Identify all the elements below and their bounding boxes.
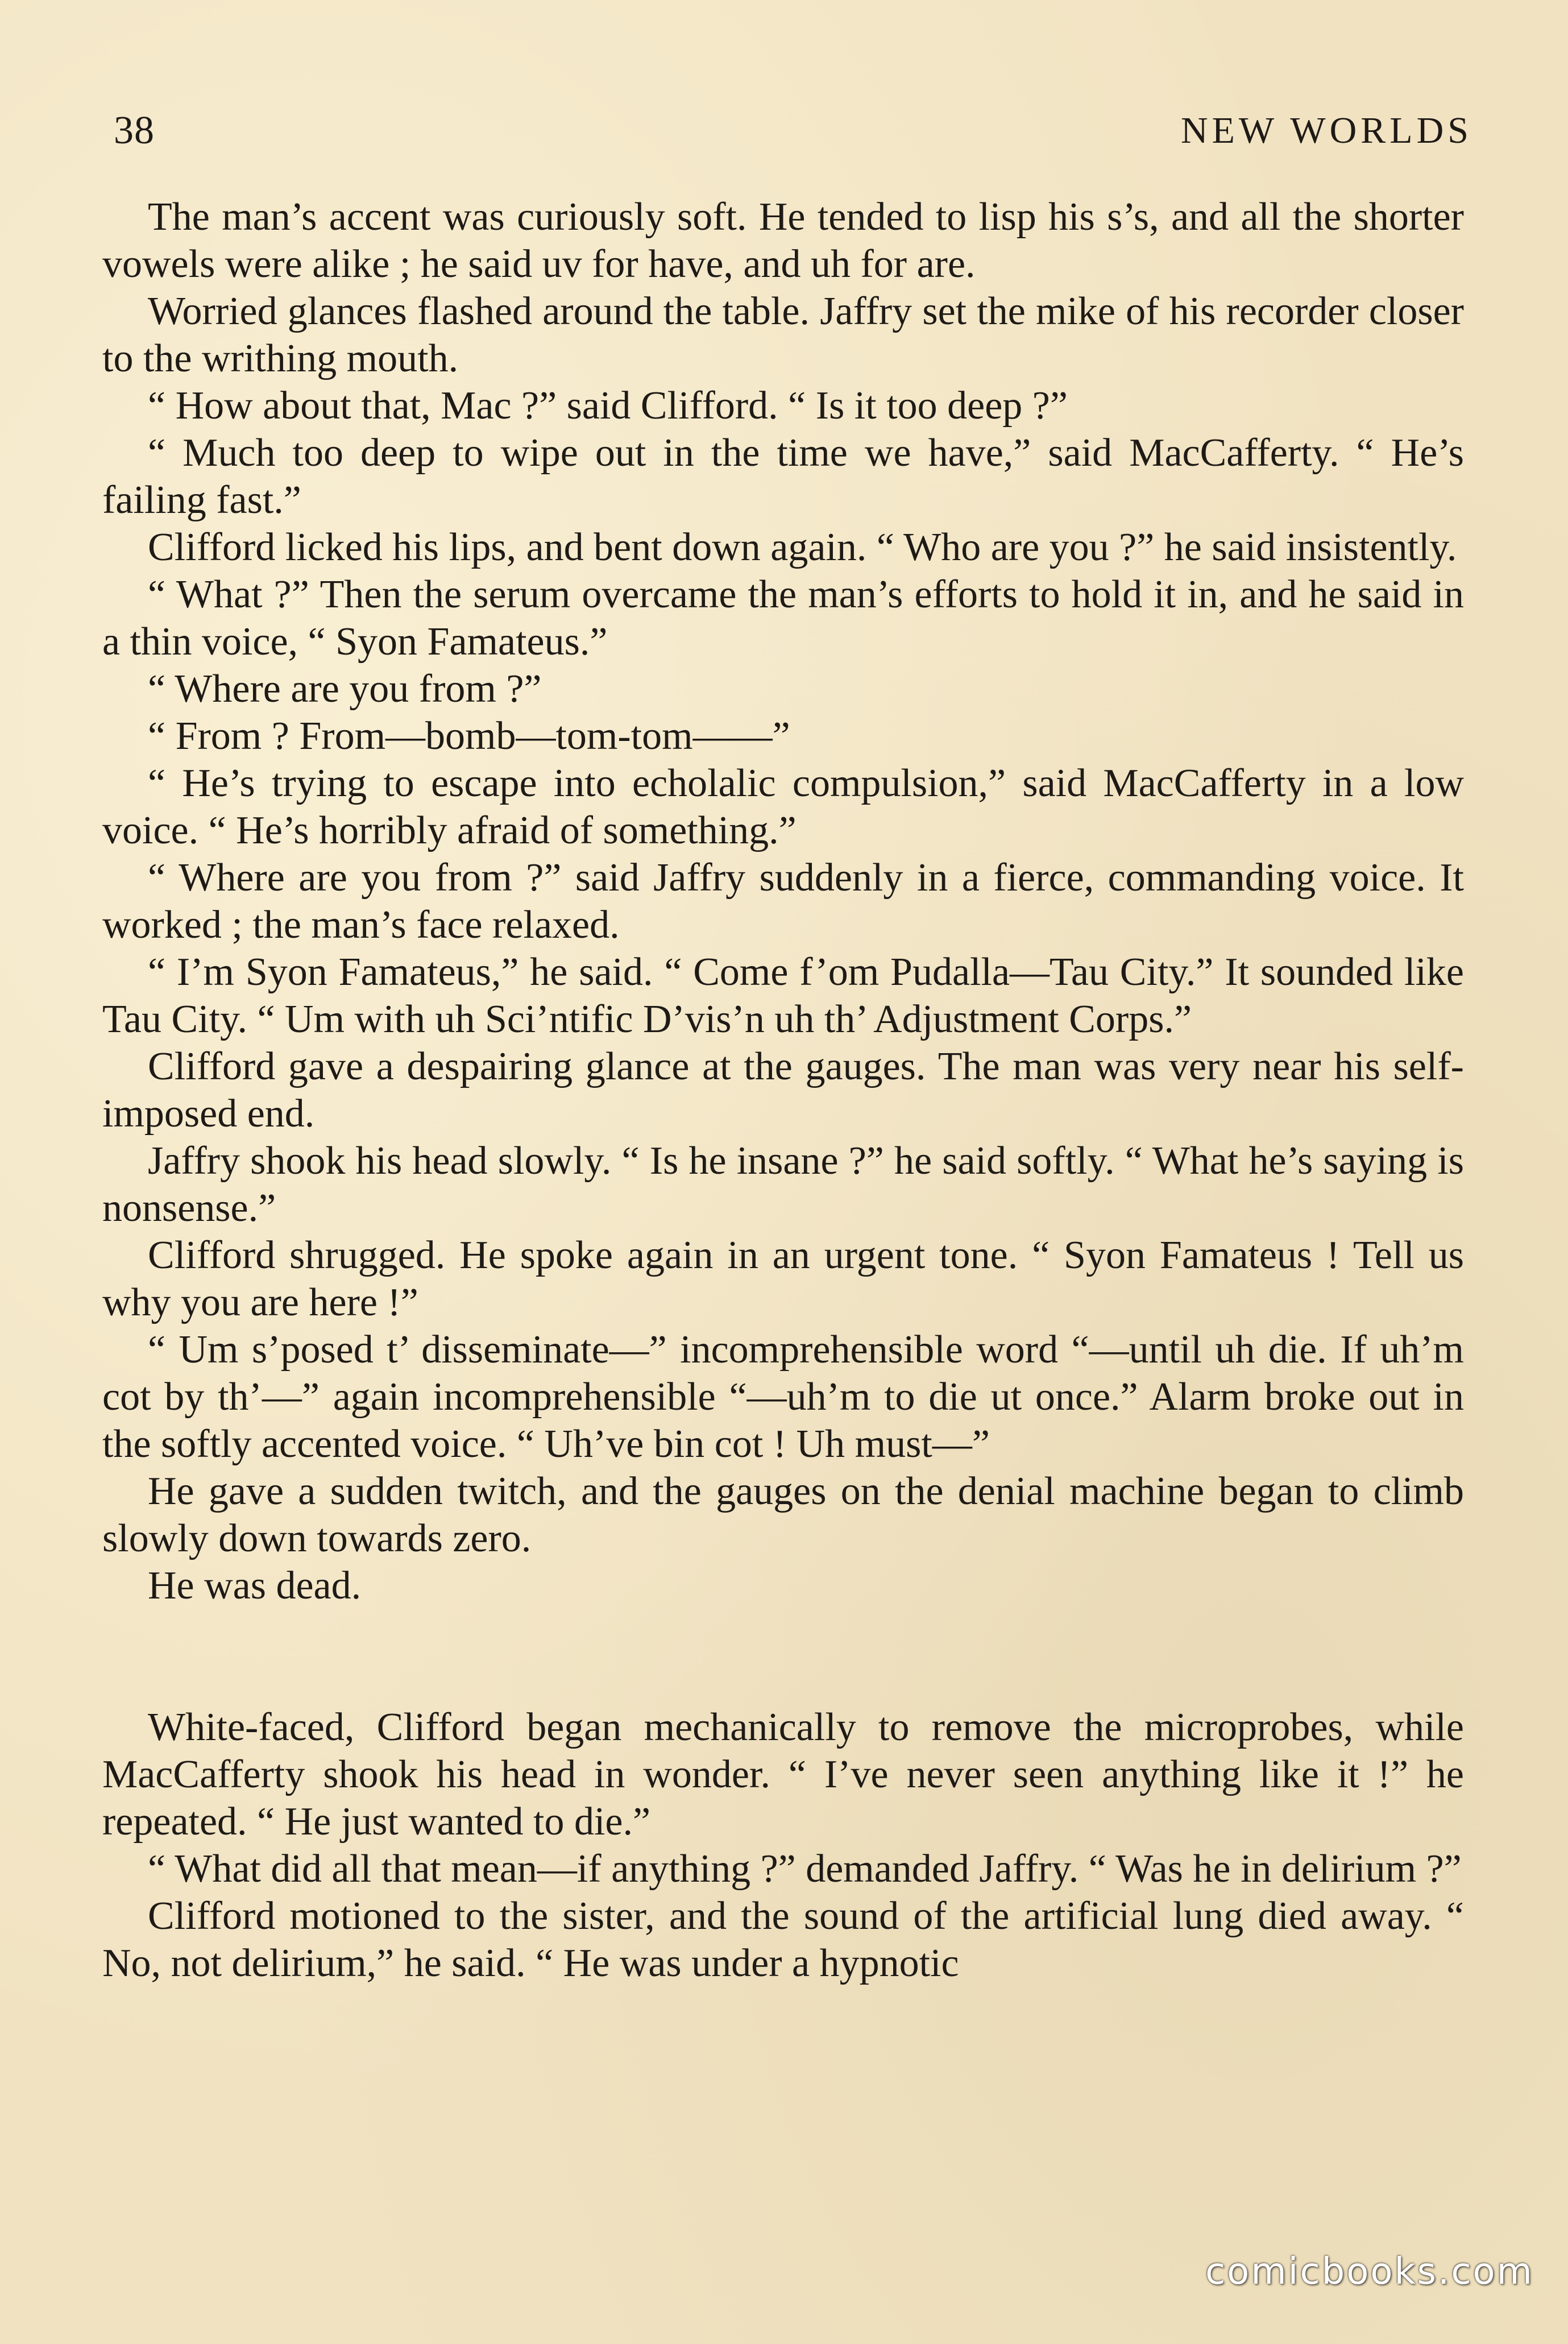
paragraph: “ What did all that mean—if anything ?” demanded Jaffry. “ Was he in delirium ?” (148, 1847, 1462, 1891)
paragraph: “ What ?” Then the serum overcame the man’s efforts to hold it in, and he said in a thin voice, “ Syon Famateus.” (102, 573, 1464, 664)
page-header (114, 105, 1472, 156)
paragraph: “ Where are you from ?” said Jaffry suddenly in a fierce, commanding voice. It worked ; the man’s face relaxed. (102, 856, 1464, 947)
paragraph: He was dead. (148, 1564, 362, 1608)
paragraph: Clifford shrugged. He spoke again in an urgent tone. “ Syon Famateus ! Tell us why you are here !” (102, 1233, 1464, 1324)
running-head: NEW WORLDS (1180, 110, 1472, 151)
page-number: 38 (114, 109, 155, 152)
watermark-text: comicbooks.com (1205, 2251, 1534, 2293)
paragraph: He gave a sudden twitch, and the gauges on the denial machine began to climb slowly down towards zero. (102, 1469, 1464, 1560)
body-text (102, 193, 1464, 1987)
paragraph-section-break: White-faced, Clifford began mechanically to remove the microprobes, while MacCafferty shook his head in wonder. “ I’ve never seen anything like it !” he repeated. “ He just wanted to die.” (102, 1705, 1464, 1844)
paragraph: “ He’s trying to escape into echolalic compulsion,” said MacCafferty in a low voice. “ He’s horribly afraid of something.” (102, 761, 1464, 852)
paragraph: “ I’m Syon Famateus,” he said. “ Come f’om Pudalla—Tau City.” It sounded like Tau City. “ Um with uh Sci’ntific D’vis’n uh th’ Adjustment Corps.” (102, 950, 1464, 1041)
paragraph: “ How about that, Mac ?” said Clifford. “ Is it too deep ?” (148, 384, 1068, 428)
paragraph: Clifford gave a despairing glance at the gauges. The man was very near his self-imposed end. (102, 1045, 1464, 1136)
paragraph: “ Where are you from ?” (148, 667, 542, 711)
paragraph: Clifford licked his lips, and bent down again. “ Who are you ?” he said insistently. (148, 525, 1457, 569)
paragraph: “ Um s’posed t’ disseminate—” incomprehensible word “—until uh die. If uh’m cot by th’—” again incomprehensible “—uh’m to die ut once.” Alarm broke out in the softly accented voice. “ Uh’ve bin cot ! Uh must—” (102, 1328, 1464, 1466)
paragraph: The man’s accent was curiously soft. He tended to lisp his s’s, and all the shorter vowels were alike ; he said uv for have, and uh for are. (102, 195, 1464, 286)
paragraph: Jaffry shook his head slowly. “ Is he insane ?” he said softly. “ What he’s saying is nonsense.” (102, 1139, 1464, 1230)
paragraph: “ Much too deep to wipe out in the time we have,” said MacCafferty. “ He’s failing fast.” (102, 431, 1464, 522)
paragraph: “ From ? From—bomb—tom-tom——” (148, 714, 790, 758)
paragraph: Clifford motioned to the sister, and the sound of the artificial lung died away. “ No, not delirium,” he said. “ He was under a hypnotic (102, 1894, 1464, 1985)
paragraph: Worried glances flashed around the table. Jaffry set the mike of his recorder closer to the writhing mouth. (102, 289, 1464, 380)
